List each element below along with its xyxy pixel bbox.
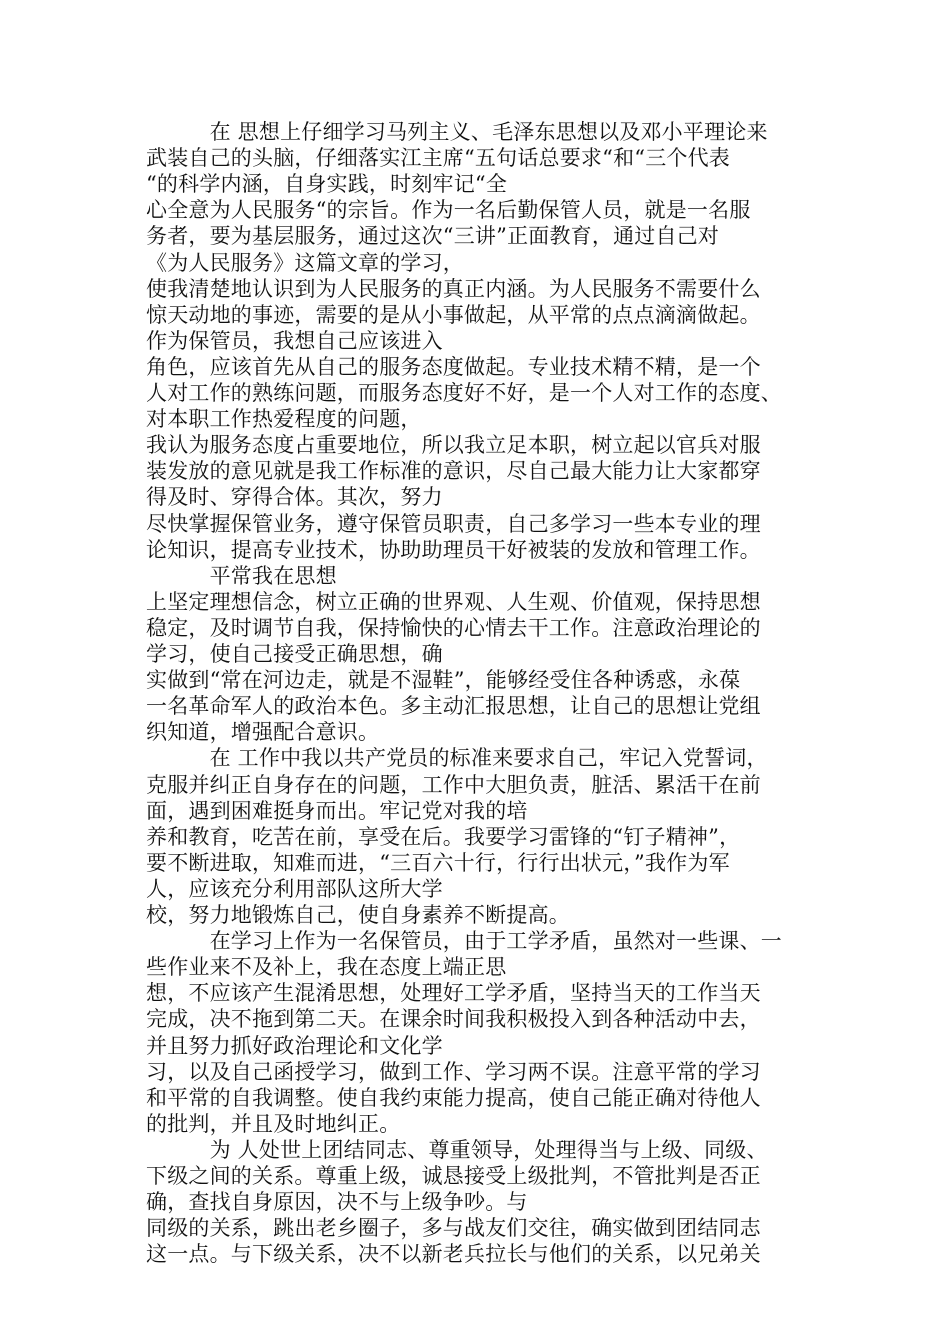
text-line: 平常我在思想 (146, 564, 337, 588)
text-line: 在 思想上仔细学习马列主义、毛泽东思想以及邓小平理论来 (146, 120, 768, 144)
text-line: 些作业来不及补上，我在态度上端正思 (146, 955, 507, 979)
text-line: 对本职工作热爱程度的问题， (146, 407, 422, 431)
text-line: 人对工作的熟练问题，而服务态度好不好，是一个人对工作的态度、 (146, 381, 782, 405)
text-line: 同级的关系，跳出老乡圈子，多与战友们交往，确实做到团结同志 (146, 1216, 761, 1240)
text-line: 这一点。与下级关系，决不以新老兵拉长与他们的关系，以兄弟关 (146, 1242, 761, 1266)
text-line: 《为人民服务》这篇文章的学习， (146, 251, 464, 275)
text-line: 并且努力抓好政治理论和文化学 (146, 1034, 443, 1058)
text-line: 实做到“常在河边走，就是不湿鞋”，能够经受住各种诱惑，永葆 (146, 668, 741, 692)
text-line: 要不断进取，知难而进，“三百六十行，行行出状元，”我作为军 (146, 851, 730, 875)
text-line: 人，应该充分利用部队这所大学 (146, 877, 443, 901)
text-line: 装发放的意见就是我工作标准的意识，尽自己最大能力让大家都穿 (146, 459, 761, 483)
text-line: 织知道，增强配合意识。 (146, 720, 380, 744)
text-line: 和平常的自我调整。使自我约束能力提高，使自己能正确对待他人 (146, 1086, 761, 1110)
text-line: 尽快掌握保管业务，遵守保管员职责，自己多学习一些本专业的理 (146, 512, 761, 536)
text-line: 面，遇到困难挺身而出。牢记党对我的培 (146, 799, 528, 823)
text-line: 务者，要为基层服务，通过这次“三讲”正面教育，通过自己对 (146, 224, 720, 248)
text-line: 得及时、穿得合体。其次，努力 (146, 485, 443, 509)
text-line: 论知识，提高专业技术，协助助理员干好被装的发放和管理工作。 (146, 538, 761, 562)
text-line: 的批判，并且及时地纠正。 (146, 1112, 401, 1136)
text-line: 惊天动地的事迹，需要的是从小事做起，从平常的点点滴滴做起。 (146, 303, 761, 327)
text-line: 确，查找自身原因，决不与上级争吵。与 (146, 1190, 528, 1214)
text-line: 使我清楚地认识到为人民服务的真正内涵。为人民服务不需要什么 (146, 277, 761, 301)
text-line: 作为保管员，我想自己应该进入 (146, 329, 443, 353)
text-line: 习，以及自己函授学习，做到工作、学习两不误。注意平常的学习 (146, 1060, 761, 1084)
text-line: 为 人处世上团结同志、尊重领导，处理得当与上级、同级、 (146, 1138, 768, 1162)
text-line: 在 工作中我以共产党员的标准来要求自己，牢记入党誓词， (146, 746, 768, 770)
text-line: 武装自己的头脑，仔细落实江主席“五句话总要求“和“三个代表 (146, 146, 731, 170)
text-line: 想，不应该产生混淆思想，处理好工学矛盾，坚持当天的工作当天 (146, 981, 761, 1005)
text-line: 在学习上作为一名保管员，由于工学矛盾，虽然对一些课、一 (146, 929, 782, 953)
text-line: “的科学内涵，自身实践，时刻牢记“全 (146, 172, 508, 196)
text-line: 稳定，及时调节自我，保持愉快的心情去干工作。注意政治理论的 (146, 616, 761, 640)
text-line: 完成，决不拖到第二天。在课余时间我积极投入到各种活动中去， (146, 1007, 761, 1031)
text-line: 校，努力地锻炼自己，使自身素养不断提高。 (146, 903, 570, 927)
text-line: 下级之间的关系。尊重上级，诚恳接受上级批判，不管批判是否正 (146, 1164, 761, 1188)
text-line: 上坚定理想信念，树立正确的世界观、人生观、价值观，保持思想 (146, 590, 761, 614)
text-line: 学习，使自己接受正确思想，确 (146, 642, 443, 666)
text-line: 养和教育，吃苦在前，享受在后。我要学习雷锋的“钉子精神”， (146, 825, 741, 849)
text-line: 一名革命军人的政治本色。多主动汇报思想，让自己的思想让党组 (146, 694, 761, 718)
text-line: 克服并纠正自身存在的问题，工作中大胆负责，脏活、累活干在前 (146, 773, 761, 797)
text-line: 心全意为人民服务“的宗旨。作为一名后勤保管人员，就是一名服 (146, 198, 751, 222)
text-line: 我认为服务态度占重要地位，所以我立足本职，树立起以官兵对服 (146, 433, 761, 457)
text-line: 角色，应该首先从自己的服务态度做起。专业技术精不精，是一个 (146, 355, 761, 379)
